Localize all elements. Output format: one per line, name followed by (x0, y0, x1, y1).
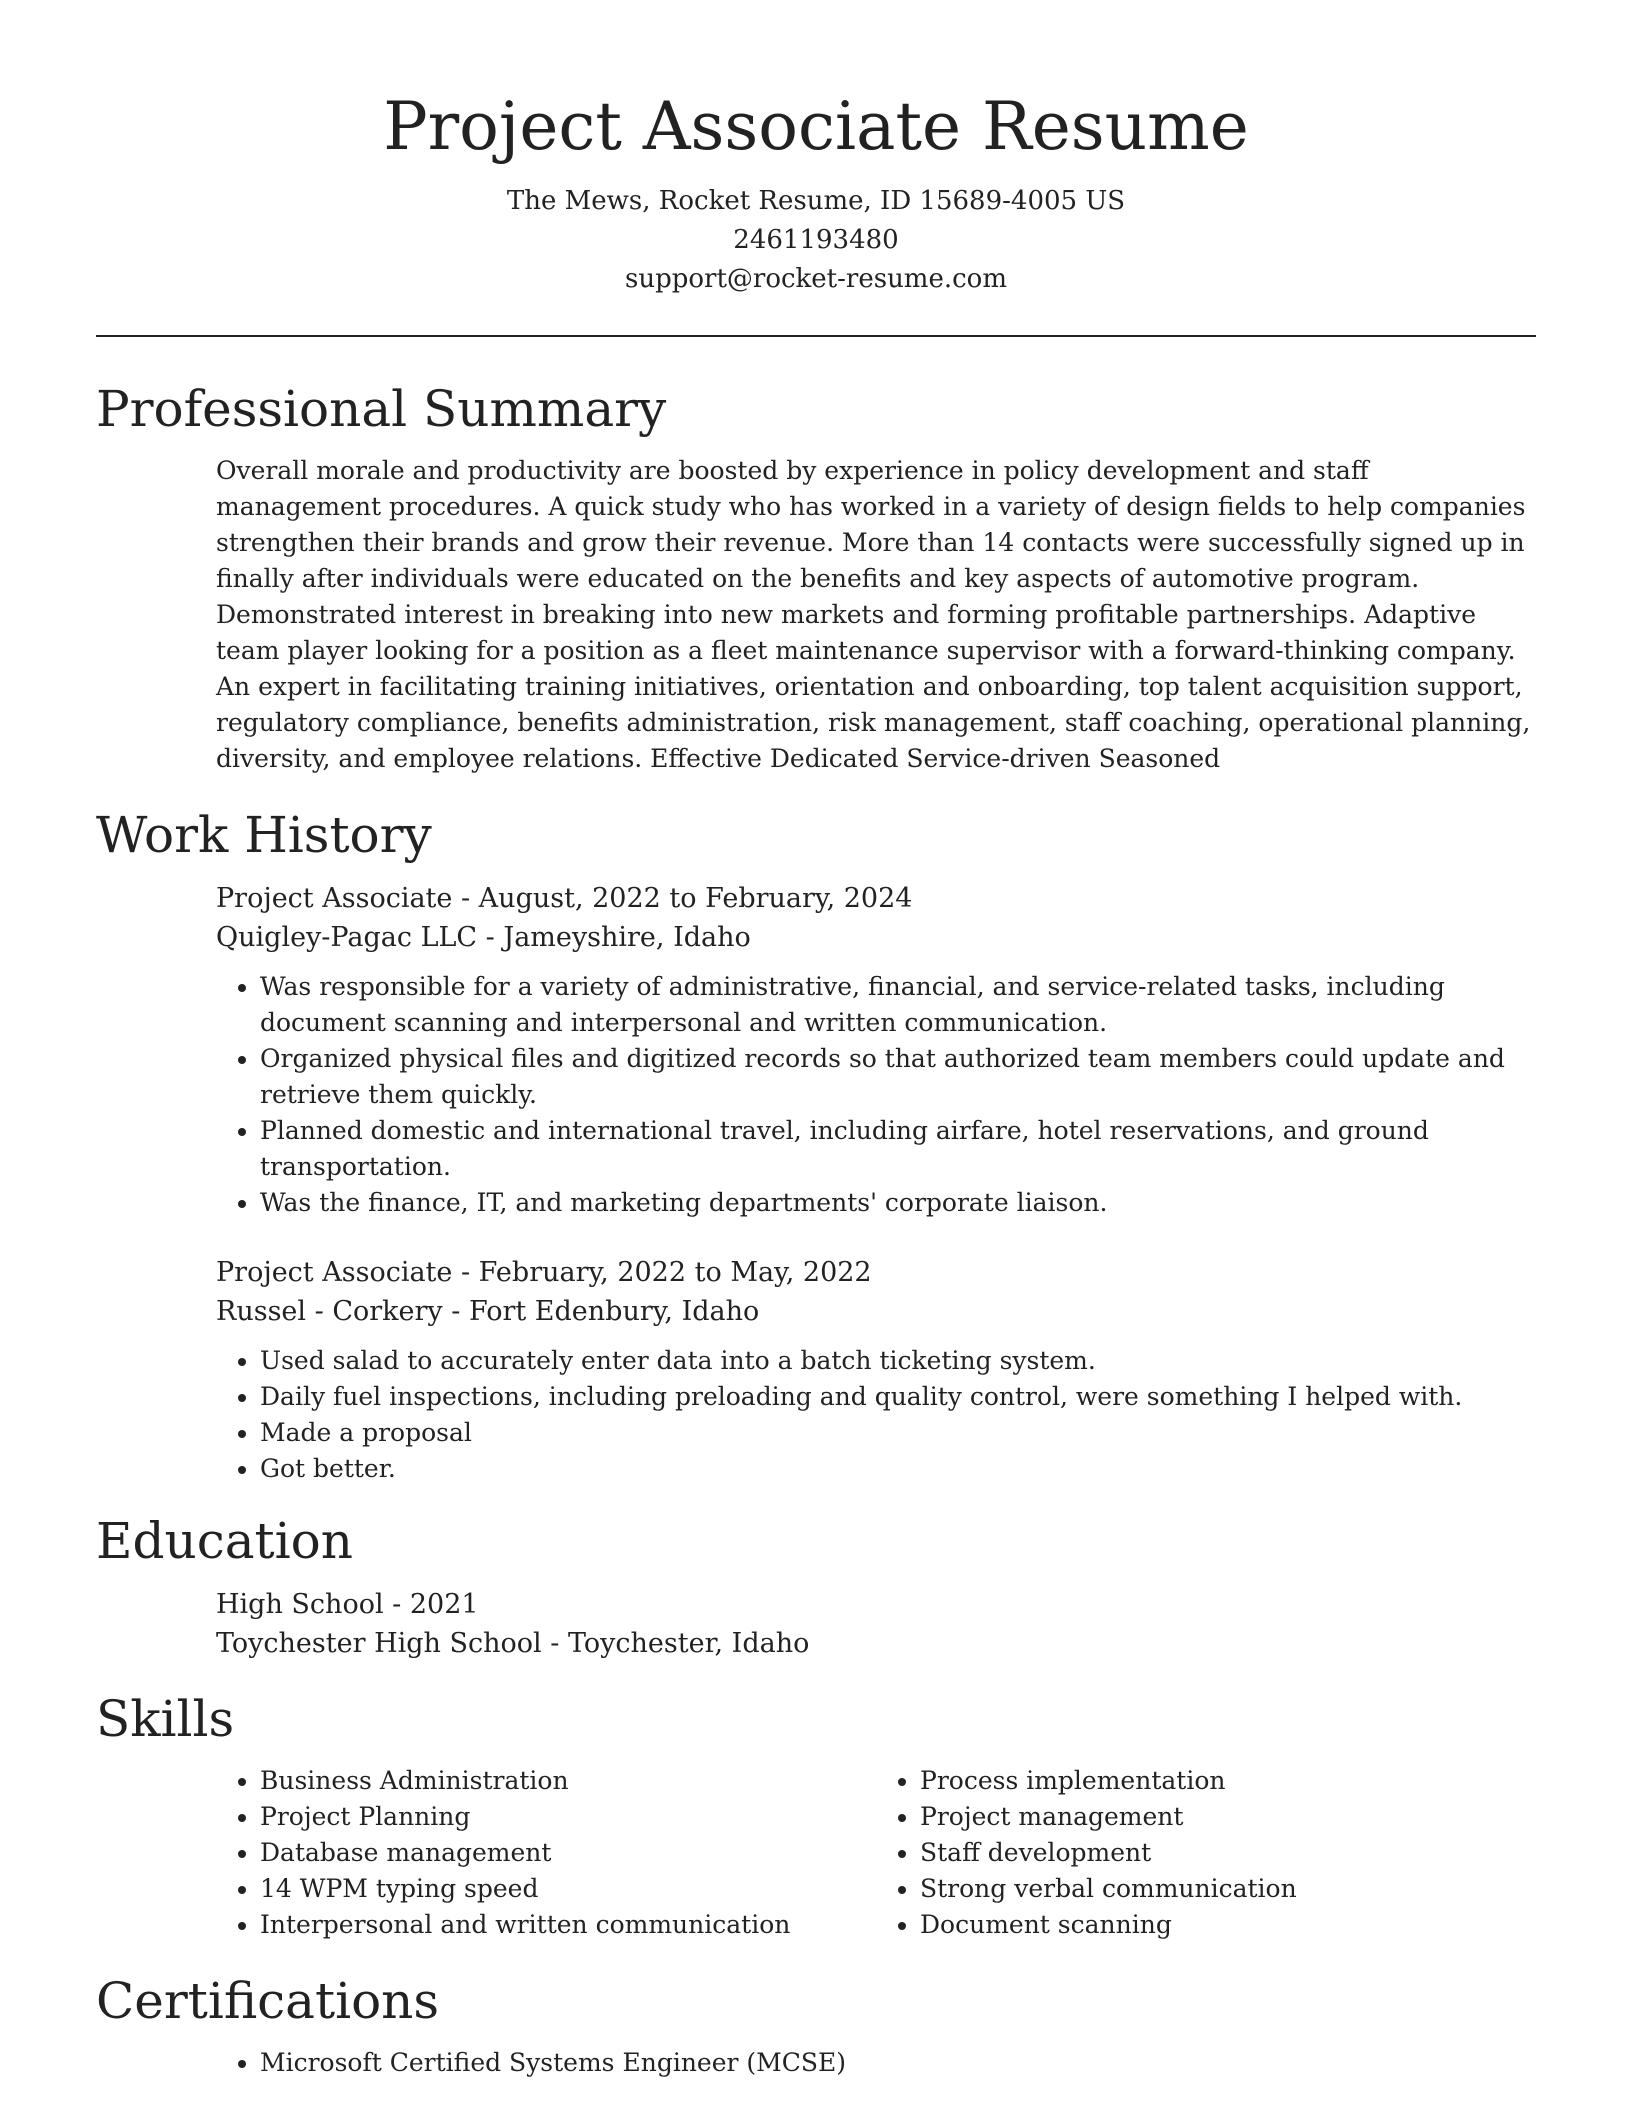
resume-page (96, 0, 1536, 2081)
skills-list-right (876, 1763, 1536, 1943)
job-dates: - February, 2022 to May, 2022 (452, 1257, 872, 1288)
skill-item: • Business Administration (260, 1763, 876, 1799)
resume-title: Project Associate Resume (383, 88, 1249, 165)
skill-item: • Process implementation (920, 1763, 1536, 1799)
job-location: - Jameyshire, Idaho (477, 922, 751, 953)
work-history-section (96, 803, 1536, 1487)
skill-item: • Document scanning (920, 1907, 1536, 1943)
skill-item: • Project Planning (260, 1799, 876, 1835)
job-company: Russel - Corkery (216, 1296, 443, 1327)
education-year: - 2021 (383, 1589, 479, 1620)
education-degree: High School (216, 1589, 384, 1620)
certifications-heading: Certifications (96, 1972, 440, 2030)
contact-email: support@rocket-resume.com (624, 264, 1007, 294)
job-bullet: • Used salad to accurately enter data into a batch ticketing system. (260, 1343, 1536, 1379)
job-title: Project Associate (216, 883, 453, 914)
job-bullets (216, 969, 1536, 1221)
job-bullet: • Was responsible for a variety of administrative, financial, and service-related tasks, including document scanning and interpersonal and written communication. (260, 969, 1536, 1041)
contact-block (96, 182, 1536, 299)
summary-text: Overall morale and productivity are boosted by experience in policy development and staff management procedures. A quick study who has worked in a variety of design fields to help companies strengthen their brands and grow their revenue. More than 14 contacts were successfully signed up in finally after individuals were educated on the benefits and key aspects of automotive program. Demonstrated interest in breaking into new markets and forming profitable partnerships. Adaptive team player looking for a position as a fleet maintenance supervisor with a forward-thinking company. An expert in facilitating training initiatives, orientation and onboarding, top talent acquisition support, regulatory compliance, benefits administration, risk management, staff coaching, operational planning, diversity, and employee relations. Effective Dedicated Service-driven Seasoned (216, 456, 1531, 773)
job-bullet: • Got better. (260, 1451, 1536, 1487)
skill-item: • Staff development (920, 1835, 1536, 1871)
job-bullet: • Was the finance, IT, and marketing departments' corporate liaison. (260, 1185, 1536, 1221)
skill-item: • Interpersonal and written communication (260, 1907, 876, 1943)
job-location: - Fort Edenbury, Idaho (442, 1296, 760, 1327)
job-entry (216, 879, 1536, 1221)
education-location: - Toychester, Idaho (541, 1628, 810, 1659)
resume-header (96, 0, 1536, 299)
education-school: Toychester High School (216, 1628, 542, 1659)
job-bullet: • Made a proposal (260, 1415, 1536, 1451)
job-dates: - August, 2022 to February, 2024 (452, 883, 913, 914)
job-title-line (216, 879, 1536, 918)
education-body (216, 1585, 1536, 1663)
certifications-body (216, 2045, 1536, 2081)
work-history-body (216, 879, 1536, 1487)
work-history-heading: Work History (96, 806, 432, 864)
certification-item: • Microsoft Certified Systems Engineer (MCSE) (260, 2045, 1536, 2081)
skills-list-left (216, 1763, 876, 1943)
job-title-line (216, 1253, 1536, 1292)
education-school-line (216, 1624, 1536, 1663)
skills-columns (216, 1763, 1536, 1943)
skills-body (216, 1763, 1536, 1943)
certifications-list (216, 2045, 1536, 2081)
job-bullet: • Organized physical files and digitized records so that authorized team members could update and retrieve them quickly. (260, 1041, 1536, 1113)
summary-section (96, 377, 1536, 777)
job-entry (216, 1253, 1536, 1487)
job-bullet: • Planned domestic and international travel, including airfare, hotel reservations, and ground transportation. (260, 1113, 1536, 1185)
skills-section (96, 1687, 1536, 1943)
contact-address: The Mews, Rocket Resume, ID 15689-4005 US (506, 186, 1126, 216)
skill-item: • Database management (260, 1835, 876, 1871)
skill-item: • Strong verbal communication (920, 1871, 1536, 1907)
education-section (96, 1509, 1536, 1663)
skill-item: • 14 WPM typing speed (260, 1871, 876, 1907)
certifications-section (96, 1969, 1536, 2081)
summary-heading: Professional Summary (96, 380, 667, 438)
header-divider (96, 335, 1536, 337)
summary-body (216, 453, 1536, 777)
contact-phone: 2461193480 (733, 225, 899, 255)
education-degree-line (216, 1585, 1536, 1624)
education-heading: Education (96, 1512, 353, 1570)
job-company: Quigley-Pagac LLC (216, 922, 478, 953)
skill-item: • Project management (920, 1799, 1536, 1835)
job-bullet: • Daily fuel inspections, including preloading and quality control, were something I helped with. (260, 1379, 1536, 1415)
job-company-line (216, 1292, 1536, 1331)
job-company-line (216, 918, 1536, 957)
job-title: Project Associate (216, 1257, 453, 1288)
skills-heading: Skills (96, 1690, 235, 1748)
job-bullets (216, 1343, 1536, 1487)
